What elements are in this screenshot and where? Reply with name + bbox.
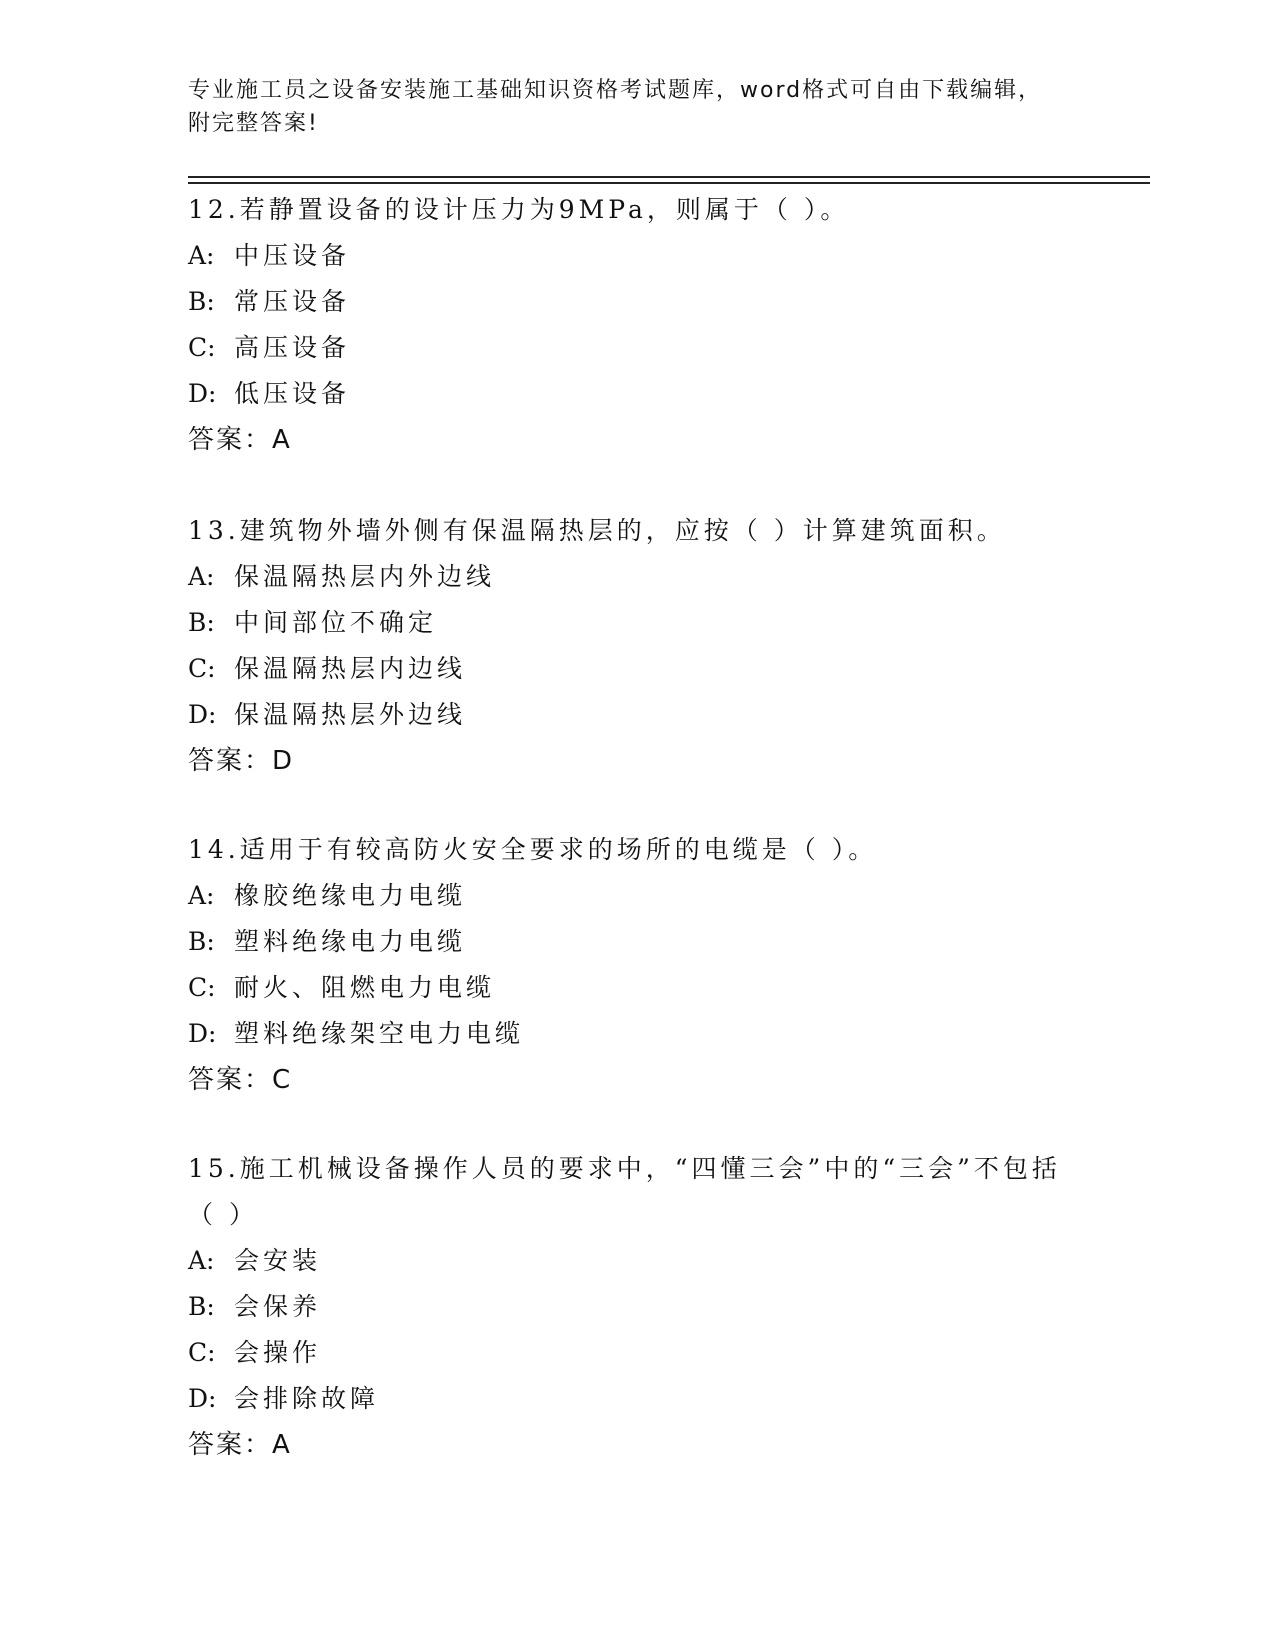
option-d	[188, 692, 1088, 738]
option-letter: D:	[188, 1384, 217, 1413]
question-number: 12.	[188, 195, 240, 224]
option-text: 常压设备	[234, 287, 351, 316]
option-text: 中压设备	[234, 241, 351, 270]
option-c	[188, 325, 1088, 371]
question-number: 13.	[188, 516, 240, 545]
answer-line	[188, 1422, 1088, 1468]
answer-value: D	[272, 746, 295, 776]
question-text: 施工机械设备操作人员的要求中，“四懂三会”中的“三会”不包括（ ）	[188, 1154, 1061, 1229]
option-text: 高压设备	[234, 333, 351, 362]
question-12	[188, 187, 1088, 463]
option-letter: D:	[188, 379, 217, 408]
option-text: 中间部位不确定	[234, 608, 438, 637]
question-text: 若静置设备的设计压力为9MPa，则属于（ ）。	[239, 195, 850, 224]
answer-label: 答案：	[188, 1065, 273, 1095]
option-b	[188, 600, 1088, 646]
question-stem	[188, 827, 1088, 873]
option-text: 会安装	[234, 1246, 322, 1275]
header-line-2: 附完整答案!	[188, 111, 319, 136]
option-letter: A:	[188, 562, 215, 591]
header-divider-top	[188, 176, 1150, 178]
option-letter: B:	[188, 608, 215, 637]
option-text: 会排除故障	[234, 1384, 380, 1413]
option-b	[188, 279, 1088, 325]
option-b	[188, 1284, 1088, 1330]
option-letter: D:	[188, 1019, 217, 1048]
option-letter: C:	[188, 654, 216, 683]
question-15	[188, 1146, 1088, 1468]
question-stem	[188, 1146, 1088, 1238]
answer-value: A	[272, 425, 292, 455]
answer-line	[188, 738, 1088, 784]
option-letter: B:	[188, 927, 215, 956]
option-text: 保温隔热层内外边线	[234, 562, 496, 591]
answer-label: 答案：	[188, 1430, 273, 1460]
option-d	[188, 1011, 1088, 1057]
option-c	[188, 1330, 1088, 1376]
question-stem	[188, 187, 1088, 233]
answer-label: 答案：	[188, 746, 273, 776]
option-text: 耐火、阻燃电力电缆	[234, 973, 496, 1002]
document-header	[188, 74, 1088, 140]
option-a	[188, 873, 1088, 919]
question-stem	[188, 508, 1088, 554]
answer-label: 答案：	[188, 425, 273, 455]
option-c	[188, 965, 1088, 1011]
question-14	[188, 827, 1088, 1103]
option-text: 会操作	[234, 1338, 322, 1367]
option-text: 塑料绝缘架空电力电缆	[234, 1019, 525, 1048]
option-letter: C:	[188, 1338, 216, 1367]
option-text: 低压设备	[234, 379, 351, 408]
option-b	[188, 919, 1088, 965]
answer-line	[188, 417, 1088, 463]
option-letter: A:	[188, 1246, 215, 1275]
option-a	[188, 554, 1088, 600]
option-d	[188, 1376, 1088, 1422]
option-letter: D:	[188, 700, 217, 729]
option-text: 塑料绝缘电力电缆	[234, 927, 467, 956]
option-d	[188, 371, 1088, 417]
option-c	[188, 646, 1088, 692]
header-line-1: 专业施工员之设备安装施工基础知识资格考试题库，word格式可自由下载编辑，	[188, 78, 1043, 103]
option-letter: A:	[188, 881, 215, 910]
option-letter: B:	[188, 1292, 215, 1321]
question-text: 适用于有较高防火安全要求的场所的电缆是（ ）。	[239, 835, 878, 864]
option-text: 橡胶绝缘电力电缆	[234, 881, 467, 910]
option-text: 保温隔热层内边线	[234, 654, 467, 683]
answer-value: A	[272, 1430, 292, 1460]
header-divider-bottom	[188, 182, 1150, 184]
option-letter: C:	[188, 333, 216, 362]
option-letter: B:	[188, 287, 215, 316]
option-letter: A:	[188, 241, 215, 270]
option-a	[188, 1238, 1088, 1284]
question-13	[188, 508, 1088, 784]
option-text: 会保养	[234, 1292, 322, 1321]
answer-value: C	[272, 1065, 293, 1095]
question-number: 14.	[188, 835, 240, 864]
option-a	[188, 233, 1088, 279]
question-text: 建筑物外墙外侧有保温隔热层的，应按（ ）计算建筑面积。	[239, 516, 1006, 545]
question-number: 15.	[188, 1154, 240, 1183]
option-letter: C:	[188, 973, 216, 1002]
answer-line	[188, 1057, 1088, 1103]
option-text: 保温隔热层外边线	[234, 700, 467, 729]
